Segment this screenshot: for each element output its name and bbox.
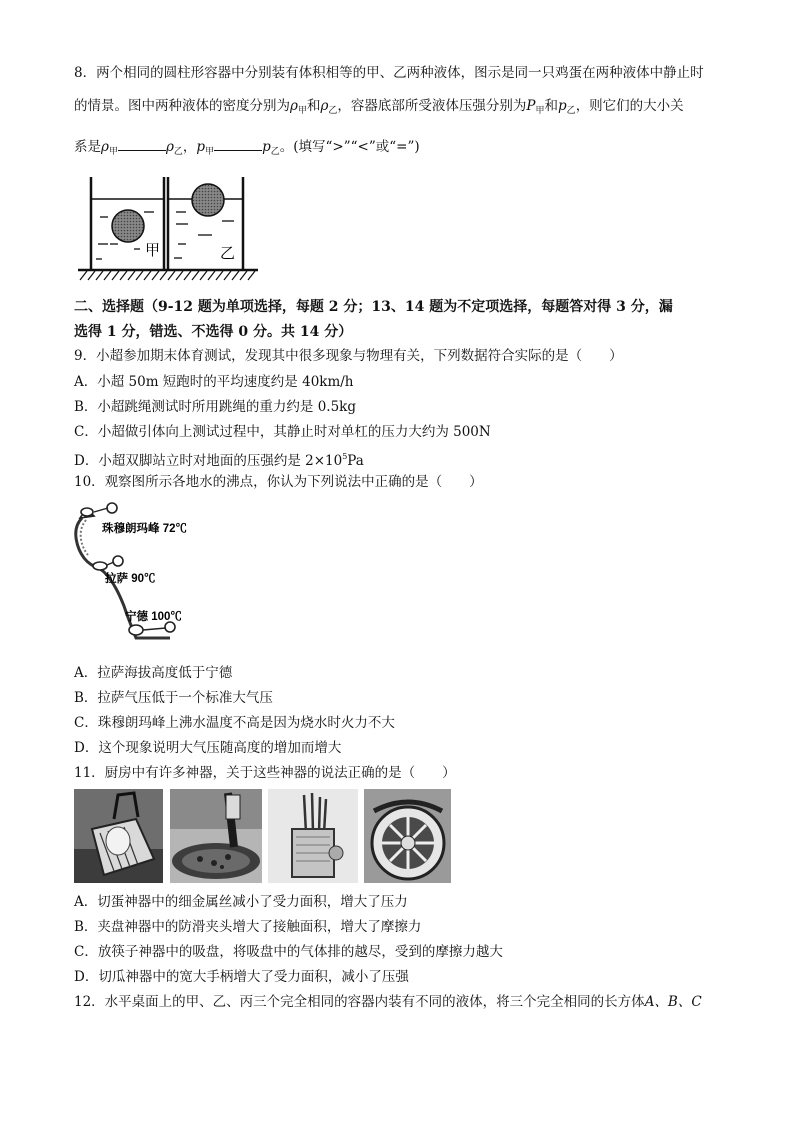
q11-stem: 11．厨房中有许多神器，关于这些神器的说法正确的是（ ） [74,765,456,781]
q8-line-2: 的情景。图中两种液体的密度分别为$\rho_甲$和$\rho_乙$，容器底部所受液体压强分别为$P_甲$和$p_乙$，则它们的大小关 [74,98,684,116]
label-jia: 甲 [145,242,161,259]
q9-option-c[interactable]: C．小超做引体向上测试过程中，其静止时对单杠的压力大约为 500N [74,424,491,440]
q9-option-b[interactable]: B．小超跳绳测试时所用跳绳的重力约是 0.5kg [74,399,357,415]
q11-option-a[interactable]: A．切蛋神器中的细金属丝减小了受力面积，增大了压力 [74,894,408,910]
answer-blank-1[interactable] [118,138,166,151]
q9-stem: 9．小超参加期末体育测试，发现其中很多现象与物理有关，下列数据符合实际的是（ ） [74,348,623,364]
q10-option-a[interactable]: A．拉萨海拔高度低于宁德 [74,665,233,681]
q12-stem: 12．水平桌面上的甲、乙、丙三个完全相同的容器内装有不同的液体，将三个完全相同的长方体A、B、C [74,994,702,1010]
label-everest: 珠穆朗玛峰 72℃ [102,523,187,535]
q8-container-figure [72,172,262,284]
q11-option-b[interactable]: B．夹盘神器中的防滑夹头增大了接触面积，增大了摩擦力 [74,919,422,935]
melon-cutter-photo [364,789,451,883]
section-2-heading-line-1: 二、选择题（9-12 题为单项选择，每题 2 分；13、14 题为不定项选择，每题答对得 3 分，漏 [74,299,673,315]
q11-option-d[interactable]: D．切瓜神器中的宽大手柄增大了受力面积，减小了压强 [74,969,409,985]
chopstick-holder-photo [268,789,358,883]
egg-in-yi [192,184,224,216]
q10-boiling-point-figure [70,500,198,650]
q10-option-c[interactable]: C．珠穆朗玛峰上沸水温度不高是因为烧水时火力不大 [74,715,395,731]
answer-blank-2[interactable] [214,138,262,151]
egg-in-jia [112,210,144,242]
q11-option-c[interactable]: C．放筷子神器中的吸盘，将吸盘中的气体排的越尽，受到的摩擦力越大 [74,944,503,960]
q8-line-3: 系是$\rho_甲$ $\rho_乙$，$p_甲$ $p_乙$。(填写“>”“<”或“=”) [74,139,420,157]
egg-slicer-photo [74,789,163,883]
label-ningde: 宁德 100℃ [125,611,182,623]
label-lhasa: 拉萨 90℃ [105,573,156,585]
q8-line-1: 8．两个相同的圆柱形容器中分别装有体积相等的甲、乙两种液体，图示是同一只鸡蛋在两种液体中静止时 [74,65,704,81]
q10-stem: 10．观察图所示各地水的沸点，你认为下列说法中正确的是（ ） [74,474,483,490]
q10-option-b[interactable]: B．拉萨气压低于一个标准大气压 [74,690,273,706]
label-yi: 乙 [220,245,236,262]
q9-option-d[interactable]: D．小超双脚站立时对地面的压强约是 $2\times 10^5Pa$ [74,452,364,469]
plate-clip-photo [170,789,262,883]
section-2-heading-line-2: 选得 1 分，错选、不选得 0 分。共 14 分） [74,324,353,340]
q10-option-d[interactable]: D．这个现象说明大气压随高度的增加而增大 [74,740,342,756]
q9-option-a[interactable]: A．小超 50m 短跑时的平均速度约是 40km/h [74,374,354,390]
